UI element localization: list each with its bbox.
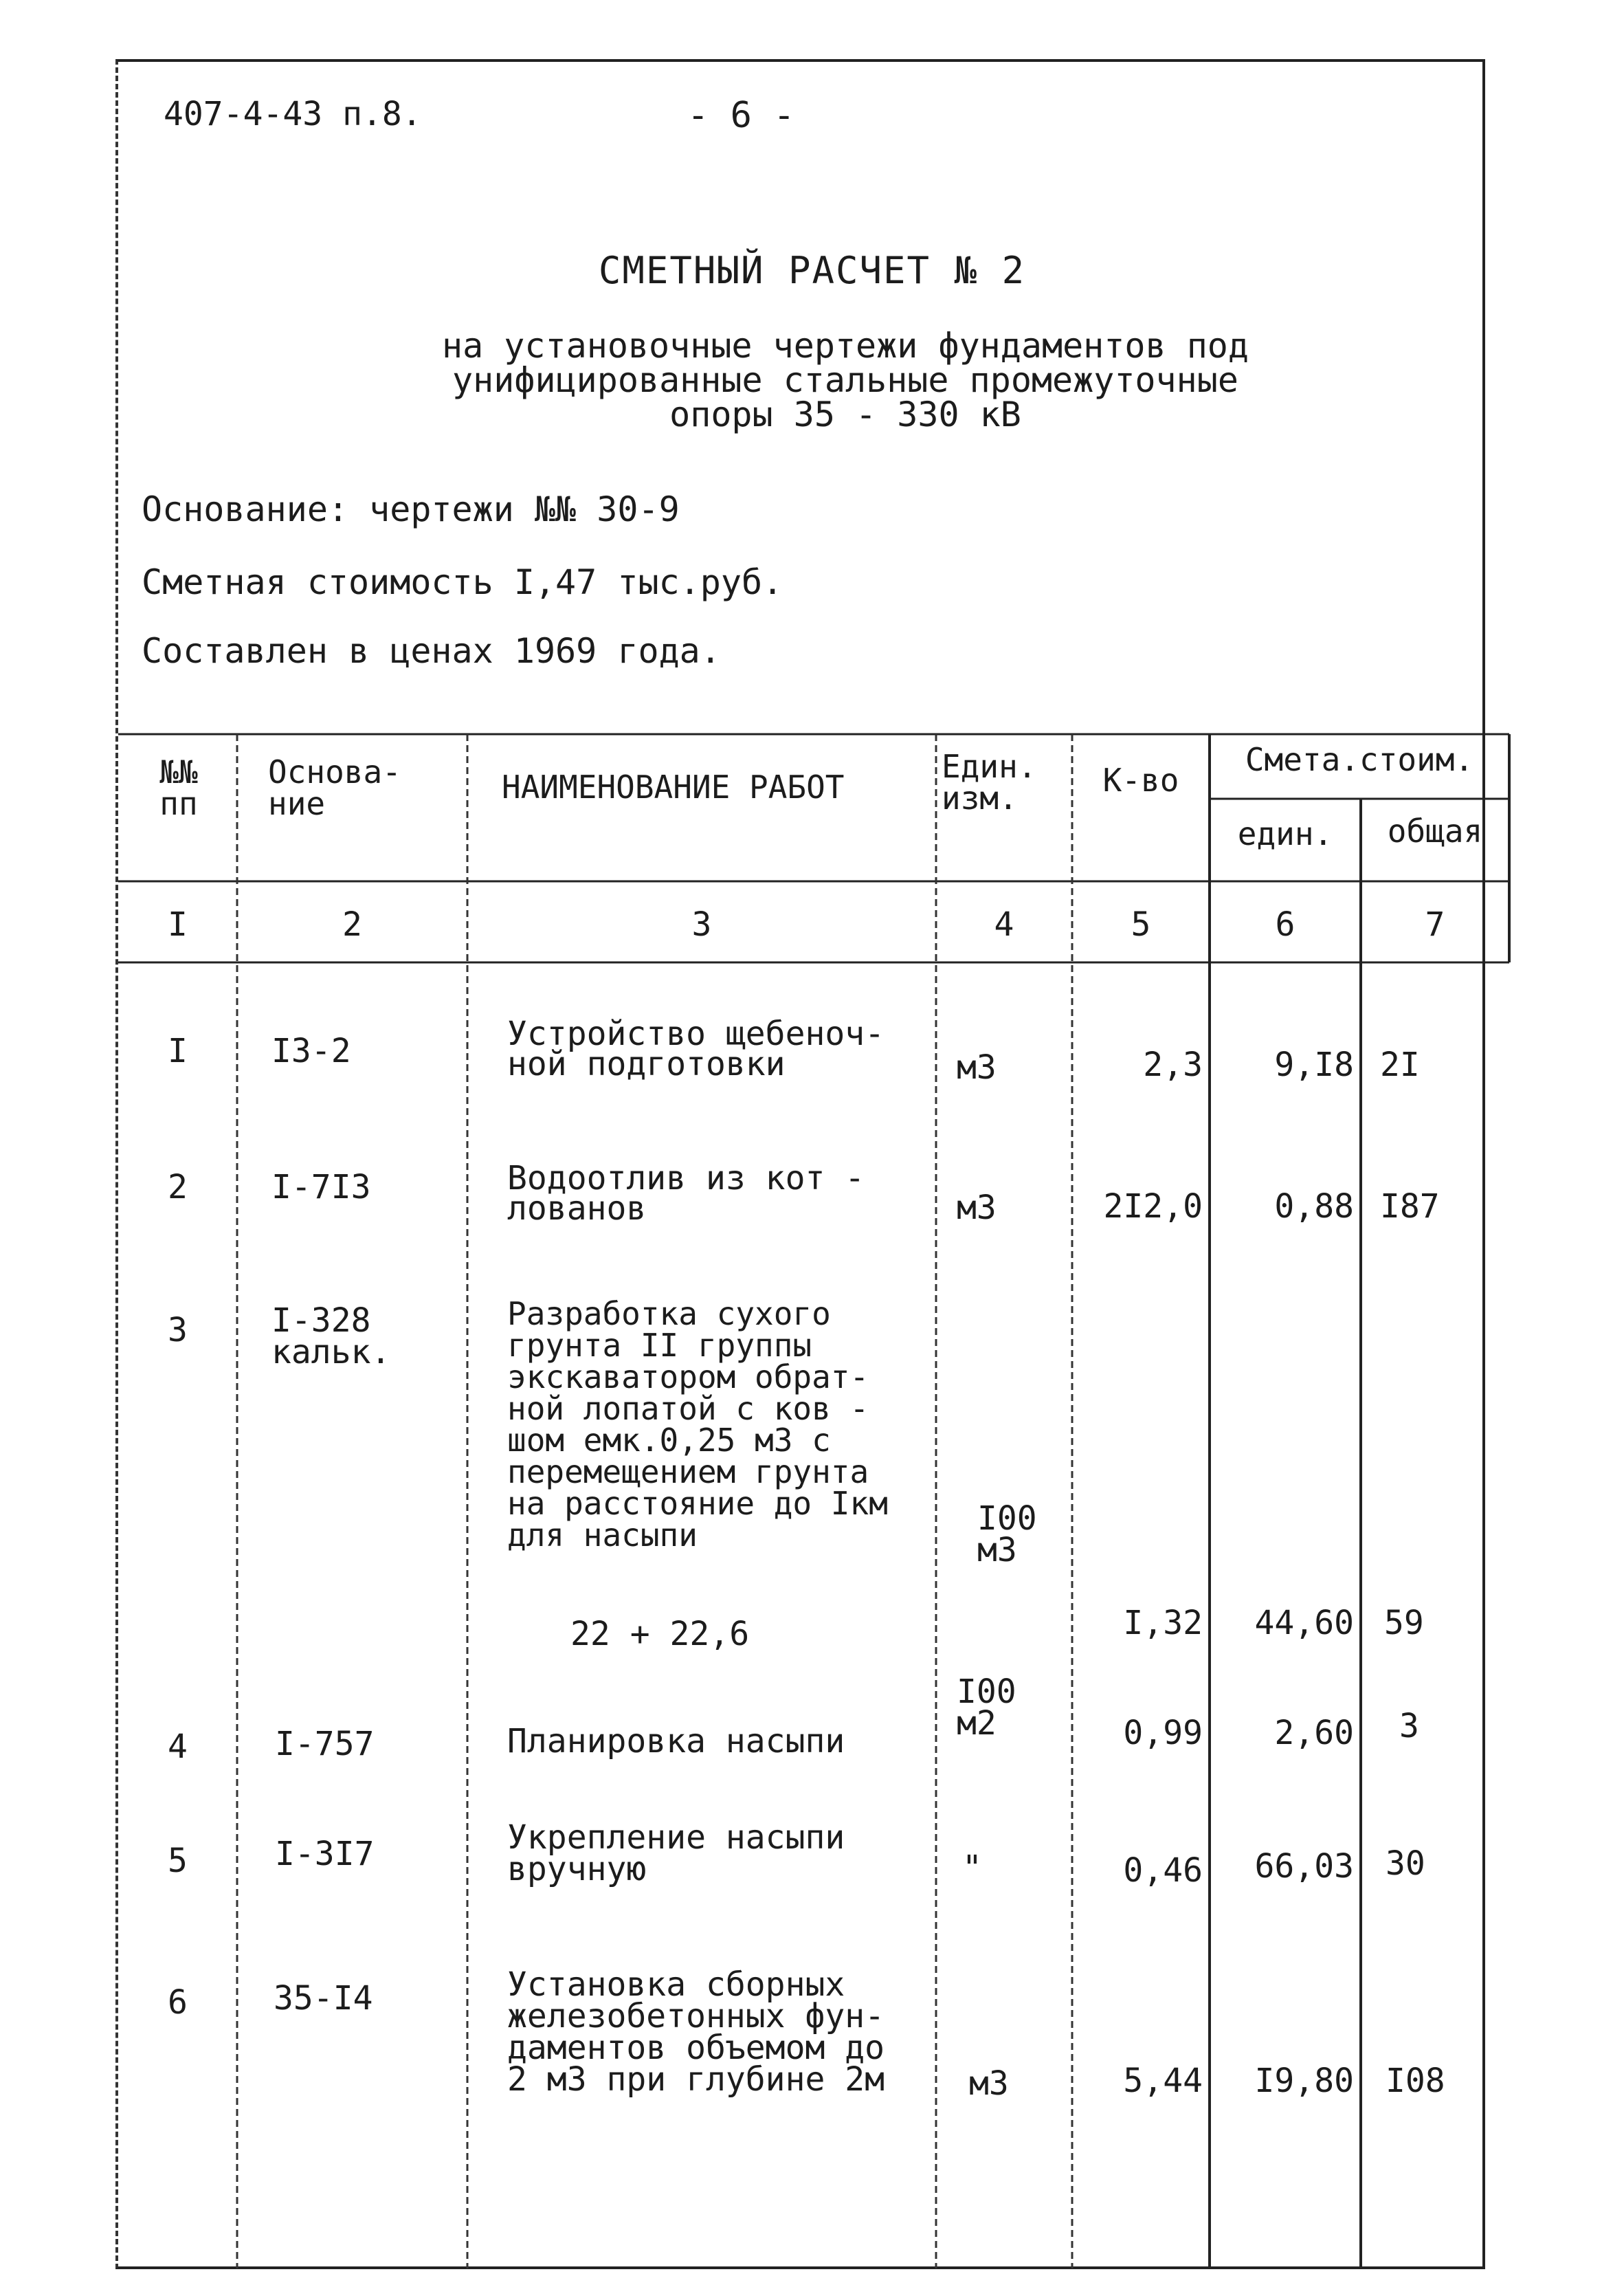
row-5-num: 5 [168,1842,188,1880]
row-3-calc: 22 + 22,6 [570,1615,750,1653]
row-1-basis: I3-2 [271,1032,351,1070]
row-1-unit-cost: 9,I8 [1274,1046,1354,1084]
row-3-basis: I-328 кальк. [271,1301,391,1371]
row-3-qty: I,32 [1123,1604,1203,1642]
header-name: НАИМЕНОВАНИЕ РАБОТ [502,769,845,806]
column-number: 2 [342,905,362,944]
row-4-total: 3 [1399,1707,1419,1745]
basis-line: Основание: чертежи №№ 30-9 [142,489,680,529]
column-number: 7 [1425,905,1445,944]
row-2-num: 2 [168,1168,188,1206]
row-6-total: I08 [1386,2062,1445,2100]
row-4-qty: 0,99 [1123,1714,1203,1752]
row-3-name: Разработка сухого грунта II группы экскаватором обрат- ной лопатой с ков - шом емк.0,25 м3 с перемещением грунта на расстояние до Iкм для насыпи [507,1295,888,1554]
column-number: 5 [1131,905,1151,944]
header-unit: Един. изм. [942,748,1037,817]
row-3-total: 59 [1384,1604,1424,1642]
row-1-unit: м3 [957,1048,997,1087]
header-basis: Основа- ние [268,753,401,822]
row-2-basis: I-7I3 [271,1168,371,1206]
row-5-unit: " [962,1848,982,1887]
document-title: СМЕТНЫЙ РАСЧЕТ № 2 [598,249,1026,292]
column-number: I [168,905,188,944]
row-2-unit-cost: 0,88 [1274,1187,1354,1226]
row-5-unit-cost: 66,03 [1254,1847,1354,1886]
row-5-total: 30 [1386,1844,1425,1883]
row-2-unit: м3 [957,1189,997,1227]
row-4-unit: I00 м2 [957,1673,1016,1743]
row-1-total: 2I [1380,1046,1420,1084]
row-6-name: Установка сборных железобетонных фун- даментов объемом до 2 м3 при глубине 2м [507,1965,885,2099]
row-4-num: 4 [168,1727,188,1766]
row-2-total: I87 [1380,1187,1440,1226]
header-num: №№ пп [159,753,198,822]
row-2-qty: 2I2,0 [1103,1187,1203,1226]
row-5-name: Укрепление насыпи вручную [507,1818,845,1888]
row-5-basis: I-3I7 [275,1835,375,1873]
row-6-unit: м3 [969,2064,1009,2103]
page-number: - 6 - [687,95,795,136]
estimated-cost-line: Сметная стоимость I,47 тыс.руб. [142,562,783,602]
row-4-name: Планировка насыпи [507,1722,845,1760]
row-6-num: 6 [168,1983,188,2022]
row-3-unit-cost: 44,60 [1254,1604,1354,1642]
column-number: 4 [994,905,1014,944]
column-number: 6 [1275,905,1295,944]
header-cost-total: общая [1387,813,1483,850]
row-6-unit-cost: I9,80 [1254,2062,1354,2100]
row-2-name: Водоотлив из кот - лованов [507,1159,865,1228]
row-6-qty: 5,44 [1123,2062,1203,2100]
document-subtitle: на установочные чертежи фундаментов под унифицированные стальные промежуточные опоры 35 - 330 кВ [442,326,1249,434]
row-1-name: Устройство щебеноч- ной подготовки [507,1015,885,1083]
row-1-num: I [168,1032,188,1070]
row-4-basis: I-757 [275,1725,375,1763]
row-6-basis: 35-I4 [274,1979,373,2018]
header-qty: К-во [1102,762,1179,799]
header-cost-group: Смета.стоим. [1245,741,1474,778]
row-3-unit: I00 м3 [977,1499,1037,1569]
row-4-unit-cost: 2,60 [1274,1714,1354,1752]
price-year-line: Составлен в ценах 1969 года. [142,631,721,671]
row-3-num: 3 [168,1311,188,1349]
row-1-qty: 2,3 [1143,1046,1203,1084]
document-code: 407-4-43 п.8. [164,95,422,133]
header-cost-unit: един. [1237,815,1333,852]
column-number: 3 [691,905,712,944]
row-5-qty: 0,46 [1123,1851,1203,1890]
